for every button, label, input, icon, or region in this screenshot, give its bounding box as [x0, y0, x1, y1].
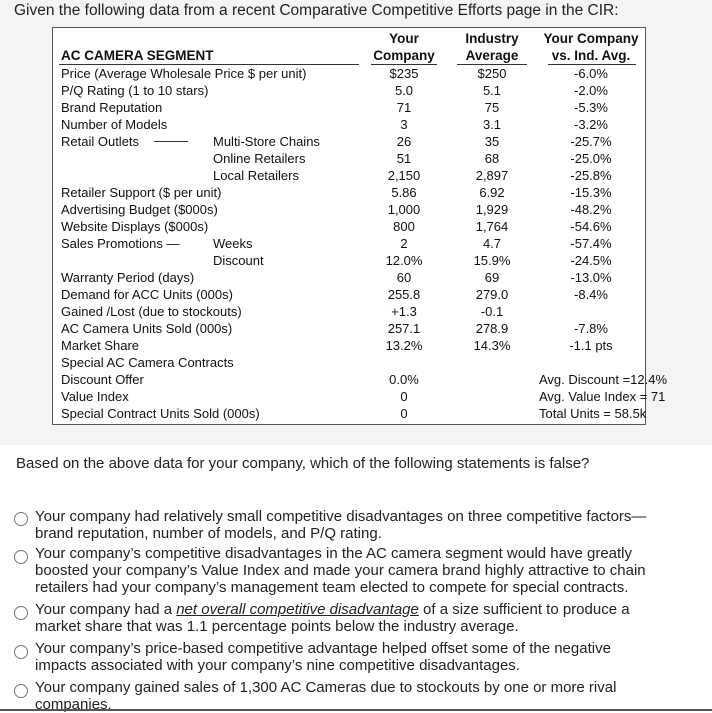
row-vs-industry: -2.0% — [574, 83, 608, 98]
row-label: Retailer Support ($ per unit) — [61, 185, 222, 200]
retail-outlets-connector — [154, 141, 188, 142]
row-your-company: 2,150 — [387, 168, 421, 183]
row-vs-industry: -3.2% — [574, 117, 608, 132]
row-industry-average: 278.9 — [475, 321, 509, 336]
answer-option-2[interactable] — [14, 545, 704, 599]
row-label: Sales Promotions — — [61, 236, 180, 251]
header-vs-2: vs. Ind. Avg. — [551, 48, 631, 63]
row-label: Discount Offer — [61, 372, 144, 387]
row-your-company: 255.8 — [387, 287, 421, 302]
row-industry-average: 5.1 — [482, 83, 502, 98]
row-your-company: 0 — [400, 406, 408, 421]
header-ind-2: Average — [465, 48, 519, 63]
row-vs-industry: Total Units = 58.5k — [539, 406, 647, 421]
row-your-company: +1.3 — [391, 304, 417, 319]
row-vs-industry: -6.0% — [574, 66, 608, 81]
option-3-post: of a size sufficient to produce a — [418, 601, 630, 618]
answer-option-3[interactable] — [14, 601, 704, 639]
row-vs-industry: -8.4% — [574, 287, 608, 302]
row-industry-average: 279.0 — [475, 287, 509, 302]
answer-option-1[interactable] — [14, 508, 704, 546]
row-industry-average: 2,897 — [475, 168, 509, 183]
row-industry-average: 15.9% — [473, 253, 511, 268]
row-your-company: 71 — [396, 100, 412, 115]
row-vs-industry: -25.7% — [570, 134, 612, 149]
row-industry-average: -0.1 — [480, 304, 504, 319]
header-segment: AC CAMERA SEGMENT — [61, 48, 214, 63]
row-your-company: 800 — [393, 219, 415, 234]
comparative-efforts-table — [52, 27, 668, 425]
row-industry-average: 6.92 — [479, 185, 505, 200]
option-2-line-2: boosted your company’s Value Index and made your camera brand highly attractive to chain — [35, 562, 646, 579]
row-sublabel: Weeks — [213, 236, 253, 251]
row-your-company: 2 — [400, 236, 408, 251]
row-vs-industry: -48.2% — [570, 202, 612, 217]
row-sublabel: Local Retailers — [213, 168, 299, 183]
row-vs-industry: -13.0% — [570, 270, 612, 285]
header-vs-1: Your Company — [543, 31, 639, 46]
row-label: Number of Models — [61, 117, 168, 132]
row-label: Brand Reputation — [61, 100, 163, 115]
row-your-company: 5.0 — [394, 83, 414, 98]
option-3-line-2: market share that was 1.1 percentage points below the industry average. — [35, 618, 519, 635]
option-4-line-1: Your company’s price-based competitive advantage helped offset some of the negative — [35, 640, 611, 657]
row-industry-average: 1,929 — [475, 202, 509, 217]
row-label: Value Index — [61, 389, 129, 404]
row-industry-average: 35 — [484, 134, 500, 149]
header-your-2: Company — [373, 48, 435, 63]
row-vs-industry: Avg. Discount =12.4% — [539, 372, 668, 387]
row-industry-average: 68 — [484, 151, 500, 166]
answer-option-4[interactable] — [14, 640, 704, 678]
row-industry-average: 4.7 — [482, 236, 502, 251]
row-label: Special AC Camera Contracts — [61, 355, 234, 370]
row-your-company: $235 — [389, 66, 419, 81]
row-your-company: 51 — [396, 151, 412, 166]
row-industry-average: 14.3% — [473, 338, 511, 353]
row-label: Advertising Budget ($000s) — [61, 202, 218, 217]
row-vs-industry: -25.0% — [570, 151, 612, 166]
row-your-company: 12.0% — [385, 253, 423, 268]
row-vs-industry: -24.5% — [570, 253, 612, 268]
header-ind-1: Industry — [465, 31, 519, 46]
header-your-1: Your — [389, 31, 419, 46]
row-your-company: 5.86 — [391, 185, 417, 200]
row-your-company: 0 — [400, 389, 408, 404]
row-sublabel: Multi-Store Chains — [213, 134, 320, 149]
row-label: Website Displays ($000s) — [61, 219, 209, 234]
row-sublabel: Discount — [213, 253, 264, 268]
option-5-line-2: companies. — [35, 696, 112, 713]
row-label: Retail Outlets — [61, 134, 140, 149]
row-your-company: 0.0% — [389, 372, 419, 387]
row-your-company: 26 — [396, 134, 412, 149]
row-label: AC Camera Units Sold (000s) — [61, 321, 233, 336]
row-industry-average: 69 — [484, 270, 500, 285]
row-vs-industry: -15.3% — [570, 185, 612, 200]
option-1-line-2: brand reputation, number of models, and P/Q rating. — [35, 525, 382, 542]
row-your-company: 257.1 — [387, 321, 421, 336]
question-text: Based on the above data for your company, which of the following statements is false? — [16, 455, 590, 472]
row-vs-industry: -1.1 pts — [569, 338, 613, 353]
option-4-line-2: impacts associated with your company’s nine competitive disadvantages. — [35, 657, 520, 674]
row-industry-average: 3.1 — [482, 117, 502, 132]
row-your-company: 3 — [400, 117, 408, 132]
row-vs-industry: -57.4% — [570, 236, 612, 251]
intro-text: Given the following data from a recent Comparative Competitive Efforts page in the CIR: — [14, 2, 619, 19]
row-label: P/Q Rating (1 to 10 stars) — [61, 83, 209, 98]
row-label: Warranty Period (days) — [61, 270, 195, 285]
row-vs-industry: -25.8% — [570, 168, 612, 183]
option-2-line-1: Your company’s competitive disadvantages in the AC camera segment would have greatly — [35, 545, 633, 562]
row-label: Demand for ACC Units (000s) — [61, 287, 233, 302]
row-sublabel: Online Retailers — [213, 151, 306, 166]
row-industry-average: 75 — [484, 100, 500, 115]
radio-button-1[interactable] — [14, 512, 28, 526]
option-2-line-3: retailers had your company’s management team elected to compete for special contracts. — [35, 579, 629, 596]
row-label: Price (Average Wholesale Price $ per unit) — [61, 66, 307, 81]
option-5-line-1: Your company gained sales of 1,300 AC Cameras due to stockouts by one or more rival — [35, 679, 617, 696]
row-label: Special Contract Units Sold (000s) — [61, 406, 260, 421]
row-vs-industry: Avg. Value Index = 71 — [539, 389, 666, 404]
option-1-line-1: Your company had relatively small competitive disadvantages on three competitive factors— — [35, 508, 647, 525]
radio-button-4[interactable] — [14, 645, 28, 659]
row-vs-industry: -54.6% — [570, 219, 612, 234]
option-3-line-1 — [35, 601, 703, 618]
row-vs-industry: -5.3% — [574, 100, 608, 115]
row-your-company: 13.2% — [385, 338, 423, 353]
option-3-pre: Your company had a — [35, 601, 177, 618]
row-label: Market Share — [61, 338, 140, 353]
radio-button-5[interactable] — [14, 684, 28, 698]
row-label: Gained /Lost (due to stockouts) — [61, 304, 242, 319]
row-your-company: 1,000 — [387, 202, 421, 217]
radio-button-2[interactable] — [14, 550, 28, 564]
radio-button-3[interactable] — [14, 606, 28, 620]
option-3-emphasis: net overall competitive disadvantage — [176, 601, 419, 618]
row-industry-average: $250 — [477, 66, 507, 81]
row-your-company: 60 — [396, 270, 412, 285]
row-industry-average: 1,764 — [475, 219, 509, 234]
row-vs-industry: -7.8% — [574, 321, 608, 336]
answer-option-5[interactable] — [14, 679, 704, 713]
bottom-divider — [0, 709, 712, 711]
